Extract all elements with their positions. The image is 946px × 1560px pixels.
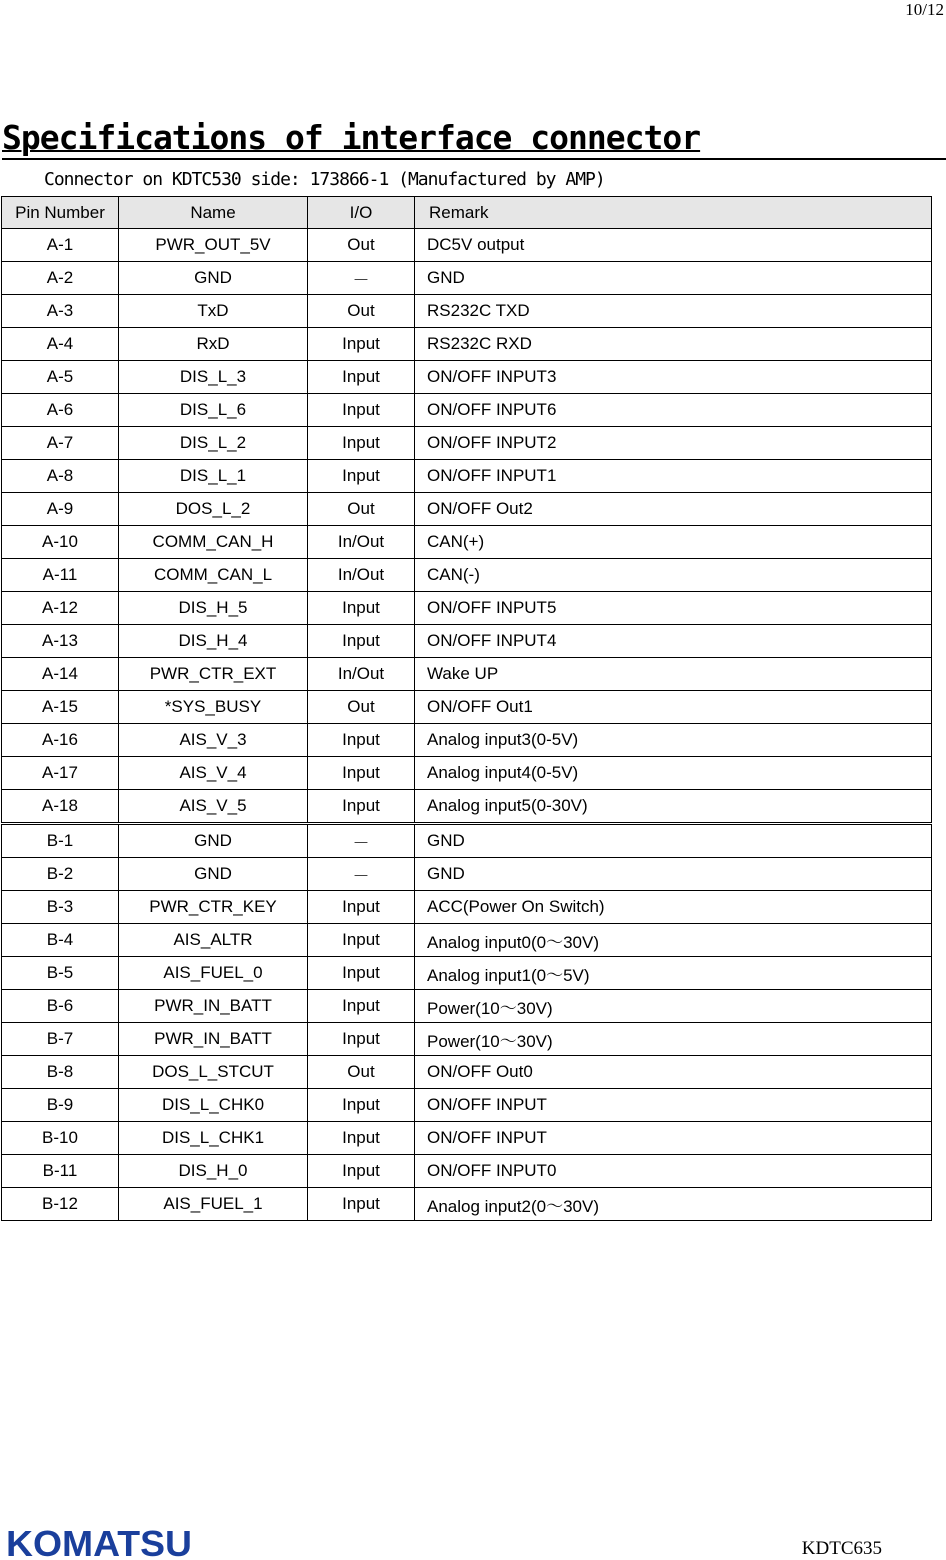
header-pin-number: Pin Number [2, 197, 119, 229]
name-cell: RxD [119, 328, 308, 361]
name-cell: COMM_CAN_L [119, 559, 308, 592]
io-cell: Input [308, 1023, 415, 1056]
table-row [2, 592, 932, 625]
pin-cell: A-14 [2, 658, 119, 691]
name-cell: TxD [119, 295, 308, 328]
remark-cell: Analog input1(0～5V) [415, 957, 932, 990]
pin-cell: A-12 [2, 592, 119, 625]
table-header-row [2, 197, 932, 229]
table-row [2, 924, 932, 957]
remark-cell: Analog input0(0～30V) [415, 924, 932, 957]
title-underline-rule [2, 158, 946, 160]
document-code: KDTC635 [801, 1538, 882, 1559]
table-row [2, 526, 932, 559]
table-row [2, 1089, 932, 1122]
remark-cell: Wake UP [415, 658, 932, 691]
name-cell: DIS_L_2 [119, 427, 308, 460]
io-cell: Input [308, 394, 415, 427]
table-row [2, 724, 932, 757]
io-cell: In/Out [308, 526, 415, 559]
name-cell: DOS_L_STCUT [119, 1056, 308, 1089]
table-row [2, 229, 932, 262]
io-cell: － [308, 858, 415, 891]
table-row [2, 891, 932, 924]
remark-cell: CAN(-) [415, 559, 932, 592]
table-row [2, 295, 932, 328]
table-row [2, 262, 932, 295]
connector-description: Connector on KDTC530 side: 173866-1 (Manufactured by AMP) [44, 169, 605, 190]
name-cell: GND [119, 858, 308, 891]
remark-cell: GND [415, 824, 932, 858]
io-cell: Input [308, 592, 415, 625]
table-row [2, 1188, 932, 1221]
name-cell: AIS_V_4 [119, 757, 308, 790]
remark-cell: ON/OFF INPUT3 [415, 361, 932, 394]
name-cell: AIS_V_5 [119, 790, 308, 824]
io-cell: Input [308, 924, 415, 957]
pin-cell: A-2 [2, 262, 119, 295]
table-row [2, 824, 932, 858]
pin-cell: A-4 [2, 328, 119, 361]
remark-cell: ON/OFF INPUT [415, 1122, 932, 1155]
remark-cell: Analog input4(0-5V) [415, 757, 932, 790]
table-row [2, 1155, 932, 1188]
pin-cell: B-9 [2, 1089, 119, 1122]
name-cell: DIS_L_CHK1 [119, 1122, 308, 1155]
pin-cell: A-11 [2, 559, 119, 592]
name-cell: DIS_L_6 [119, 394, 308, 427]
remark-cell: CAN(+) [415, 526, 932, 559]
remark-cell: Power(10～30V) [415, 1023, 932, 1056]
header-io: I/O [308, 197, 415, 229]
name-cell: AIS_FUEL_1 [119, 1188, 308, 1221]
remark-cell: ON/OFF Out1 [415, 691, 932, 724]
io-cell: Input [308, 990, 415, 1023]
io-cell: Input [308, 957, 415, 990]
name-cell: PWR_IN_BATT [119, 990, 308, 1023]
name-cell: AIS_FUEL_0 [119, 957, 308, 990]
name-cell: PWR_IN_BATT [119, 1023, 308, 1056]
name-cell: DIS_L_CHK0 [119, 1089, 308, 1122]
table-row [2, 858, 932, 891]
io-cell: Input [308, 460, 415, 493]
remark-cell: ON/OFF INPUT6 [415, 394, 932, 427]
remark-cell: GND [415, 858, 932, 891]
page-number: 10/12 [905, 0, 944, 19]
io-cell: Input [308, 1188, 415, 1221]
remark-cell: ON/OFF INPUT0 [415, 1155, 932, 1188]
remark-cell: DC5V output [415, 229, 932, 262]
io-cell: Out [308, 1056, 415, 1089]
remark-cell: ACC(Power On Switch) [415, 891, 932, 924]
pin-cell: A-9 [2, 493, 119, 526]
pin-cell: A-15 [2, 691, 119, 724]
komatsu-logo-text: KOMATSU [6, 1526, 192, 1560]
io-cell: Out [308, 691, 415, 724]
pin-cell: B-11 [2, 1155, 119, 1188]
remark-cell: ON/OFF INPUT5 [415, 592, 932, 625]
io-cell: Input [308, 328, 415, 361]
name-cell: DIS_L_1 [119, 460, 308, 493]
header-name: Name [119, 197, 308, 229]
remark-cell: ON/OFF Out2 [415, 493, 932, 526]
remark-cell: Analog input2(0～30V) [415, 1188, 932, 1221]
pin-cell: A-10 [2, 526, 119, 559]
remark-cell: RS232C TXD [415, 295, 932, 328]
pin-assignment-table [1, 196, 932, 1221]
pin-cell: B-6 [2, 990, 119, 1023]
pin-cell: B-1 [2, 824, 119, 858]
pin-cell: A-5 [2, 361, 119, 394]
remark-cell: ON/OFF INPUT1 [415, 460, 932, 493]
pin-cell: B-12 [2, 1188, 119, 1221]
io-cell: Input [308, 625, 415, 658]
header-remark: Remark [415, 197, 932, 229]
pin-cell: A-8 [2, 460, 119, 493]
table-row [2, 394, 932, 427]
pin-rows [2, 229, 932, 1221]
remark-cell: Analog input3(0-5V) [415, 724, 932, 757]
name-cell: DIS_H_4 [119, 625, 308, 658]
io-cell: Input [308, 790, 415, 824]
pin-cell: A-6 [2, 394, 119, 427]
name-cell: COMM_CAN_H [119, 526, 308, 559]
remark-cell: GND [415, 262, 932, 295]
pin-cell: A-7 [2, 427, 119, 460]
pin-cell: B-2 [2, 858, 119, 891]
name-cell: PWR_CTR_EXT [119, 658, 308, 691]
io-cell: Input [308, 724, 415, 757]
name-cell: GND [119, 262, 308, 295]
io-cell: Input [308, 1155, 415, 1188]
remark-cell: ON/OFF INPUT [415, 1089, 932, 1122]
pin-cell: A-18 [2, 790, 119, 824]
table-row [2, 990, 932, 1023]
name-cell: AIS_ALTR [119, 924, 308, 957]
remark-cell: Analog input5(0-30V) [415, 790, 932, 824]
io-cell: Out [308, 295, 415, 328]
pin-cell: A-17 [2, 757, 119, 790]
io-cell: In/Out [308, 658, 415, 691]
name-cell: DIS_L_3 [119, 361, 308, 394]
pin-cell: B-8 [2, 1056, 119, 1089]
pin-cell: A-13 [2, 625, 119, 658]
io-cell: Out [308, 493, 415, 526]
name-cell: DIS_H_5 [119, 592, 308, 625]
io-cell: Input [308, 1089, 415, 1122]
io-cell: Input [308, 361, 415, 394]
table-row [2, 493, 932, 526]
komatsu-logo [6, 1526, 196, 1560]
pin-cell: A-3 [2, 295, 119, 328]
remark-cell: ON/OFF Out0 [415, 1056, 932, 1089]
remark-cell: ON/OFF INPUT2 [415, 427, 932, 460]
name-cell: DOS_L_2 [119, 493, 308, 526]
pin-cell: A-16 [2, 724, 119, 757]
table-row [2, 957, 932, 990]
page-title: Specifications of interface connector [2, 118, 701, 157]
table-row [2, 691, 932, 724]
pin-cell: B-4 [2, 924, 119, 957]
remark-cell: RS232C RXD [415, 328, 932, 361]
table-row [2, 328, 932, 361]
name-cell: AIS_V_3 [119, 724, 308, 757]
name-cell: *SYS_BUSY [119, 691, 308, 724]
name-cell: PWR_OUT_5V [119, 229, 308, 262]
remark-cell: ON/OFF INPUT4 [415, 625, 932, 658]
table-row [2, 1023, 932, 1056]
io-cell: In/Out [308, 559, 415, 592]
pin-cell: B-3 [2, 891, 119, 924]
table-row [2, 427, 932, 460]
table-row [2, 559, 932, 592]
io-cell: Input [308, 427, 415, 460]
io-cell: － [308, 262, 415, 295]
table-row [2, 460, 932, 493]
io-cell: Input [308, 891, 415, 924]
io-cell: Out [308, 229, 415, 262]
table-row [2, 757, 932, 790]
name-cell: GND [119, 824, 308, 858]
pin-cell: B-10 [2, 1122, 119, 1155]
table-row [2, 1122, 932, 1155]
table-row [2, 658, 932, 691]
name-cell: DIS_H_0 [119, 1155, 308, 1188]
table-row [2, 361, 932, 394]
table-row [2, 1056, 932, 1089]
pin-cell: A-1 [2, 229, 119, 262]
io-cell: Input [308, 1122, 415, 1155]
name-cell: PWR_CTR_KEY [119, 891, 308, 924]
table-row [2, 790, 932, 824]
io-cell: Input [308, 757, 415, 790]
table-row [2, 625, 932, 658]
pin-cell: B-7 [2, 1023, 119, 1056]
io-cell: － [308, 824, 415, 858]
pin-cell: B-5 [2, 957, 119, 990]
remark-cell: Power(10～30V) [415, 990, 932, 1023]
